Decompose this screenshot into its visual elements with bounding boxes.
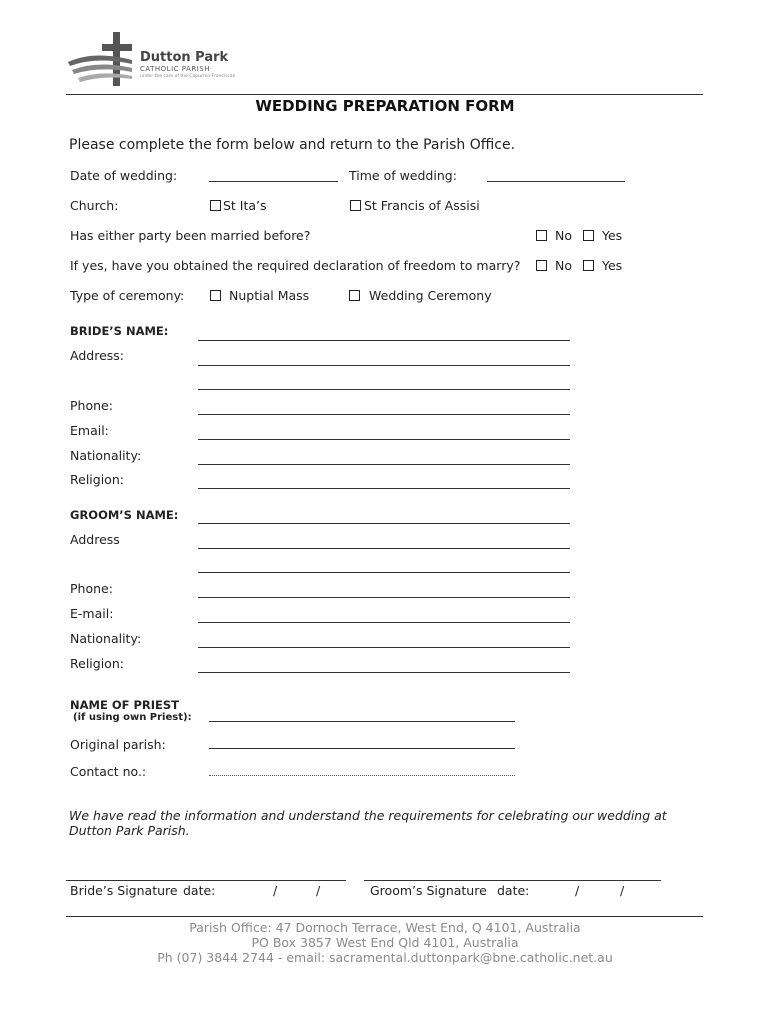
groom-religion-field[interactable]: [198, 672, 570, 673]
groom-date-slash-2: /: [620, 883, 625, 898]
time-label: Time of wedding:: [349, 168, 457, 183]
time-field[interactable]: [487, 181, 625, 182]
married-yes-checkbox[interactable]: [583, 230, 594, 241]
bride-date-slash-1: /: [273, 883, 278, 898]
wedding-ceremony-label: Wedding Ceremony: [369, 288, 492, 303]
declaration-text: We have read the information and understand the requirements for celebrating our wedding at Dutton Park Parish.: [69, 808, 667, 838]
priest-heading: NAME OF PRIEST: [70, 698, 180, 712]
bride-date-slash-2: /: [316, 883, 321, 898]
footer-contact: Ph (07) 3844 2744 - email: sacramental.duttonpark@bne.catholic.net.au: [157, 950, 613, 965]
groom-signature-line[interactable]: [364, 880, 661, 881]
bride-religion-label: Religion:: [70, 472, 124, 487]
original-parish-label: Original parish:: [70, 737, 166, 752]
bride-phone-field[interactable]: [198, 414, 570, 415]
original-parish-field[interactable]: [209, 748, 515, 749]
groom-nationality-field[interactable]: [198, 647, 570, 648]
bride-heading: BRIDE’S NAME:: [70, 324, 169, 338]
footer-rule: [66, 916, 703, 917]
bride-date-label: date:: [183, 883, 216, 898]
contact-number-field[interactable]: [209, 775, 515, 776]
wedding-ceremony-checkbox[interactable]: [349, 290, 360, 301]
logo-name: Dutton Park: [140, 50, 229, 65]
groom-email-field[interactable]: [198, 622, 570, 623]
freedom-no-checkbox[interactable]: [536, 260, 547, 271]
bride-nationality-label: Nationality:: [70, 448, 142, 463]
footer-po-box: PO Box 3857 West End Qld 4101, Australia: [251, 935, 519, 950]
groom-date-label: date:: [497, 883, 530, 898]
groom-religion-label: Religion:: [70, 656, 124, 671]
church-label: Church:: [70, 198, 119, 213]
footer-address: Parish Office: 47 Dornoch Terrace, West End, Q 4101, Australia: [189, 920, 581, 935]
bride-address-label: Address:: [70, 348, 124, 363]
bride-email-label: Email:: [70, 423, 109, 438]
groom-signature-label: Groom’s Signature: [370, 883, 487, 898]
intro-text: Please complete the form below and return to the Parish Office.: [69, 137, 516, 153]
priest-name-field[interactable]: [209, 721, 515, 722]
parish-logo: [66, 30, 266, 88]
groom-address-label: Address: [70, 532, 120, 547]
freedom-yes-label: Yes: [602, 258, 623, 273]
date-label: Date of wedding:: [70, 168, 178, 183]
married-no-label: No: [555, 228, 572, 243]
date-field[interactable]: [209, 181, 338, 182]
church-stita-label: St Ita’s: [223, 198, 267, 213]
bride-religion-field[interactable]: [198, 488, 570, 489]
married-yes-label: Yes: [602, 228, 623, 243]
church-stfrancis-checkbox[interactable]: [350, 200, 361, 211]
bride-phone-label: Phone:: [70, 398, 113, 413]
bride-address-field-2[interactable]: [198, 389, 570, 390]
contact-number-label: Contact no.:: [70, 764, 147, 779]
freedom-no-label: No: [555, 258, 572, 273]
bride-nationality-field[interactable]: [198, 464, 570, 465]
bride-signature-line[interactable]: [66, 880, 346, 881]
ceremony-label: Type of ceremony:: [70, 288, 185, 303]
freedom-question: If yes, have you obtained the required declaration of freedom to marry?: [70, 258, 521, 273]
groom-nationality-label: Nationality:: [70, 631, 142, 646]
groom-heading: GROOM’S NAME:: [70, 508, 179, 522]
groom-date-slash-1: /: [575, 883, 580, 898]
freedom-yes-checkbox[interactable]: [583, 260, 594, 271]
groom-name-field[interactable]: [198, 523, 570, 524]
logo-subtitle: CATHOLIC PARISH: [140, 65, 210, 73]
header-rule: [66, 94, 703, 95]
church-stfrancis-label: St Francis of Assisi: [364, 198, 480, 213]
groom-phone-field[interactable]: [198, 597, 570, 598]
bride-email-field[interactable]: [198, 439, 570, 440]
groom-address-field[interactable]: [198, 548, 570, 549]
priest-subheading: (if using own Priest):: [73, 712, 192, 723]
cross-icon: [66, 30, 136, 88]
church-stita-checkbox[interactable]: [210, 200, 221, 211]
bride-signature-label: Bride’s Signature: [70, 883, 178, 898]
bride-address-field[interactable]: [198, 365, 570, 366]
logo-tagline: under the care of the Capuchin Franciscan: [140, 74, 236, 79]
groom-address-field-2[interactable]: [198, 572, 570, 573]
married-before-question: Has either party been married before?: [70, 228, 311, 243]
bride-name-field[interactable]: [198, 340, 570, 341]
groom-phone-label: Phone:: [70, 581, 113, 596]
groom-email-label: E-mail:: [70, 606, 114, 621]
nuptial-mass-checkbox[interactable]: [210, 290, 221, 301]
married-no-checkbox[interactable]: [536, 230, 547, 241]
form-title: WEDDING PREPARATION FORM: [255, 97, 515, 115]
nuptial-mass-label: Nuptial Mass: [229, 288, 310, 303]
